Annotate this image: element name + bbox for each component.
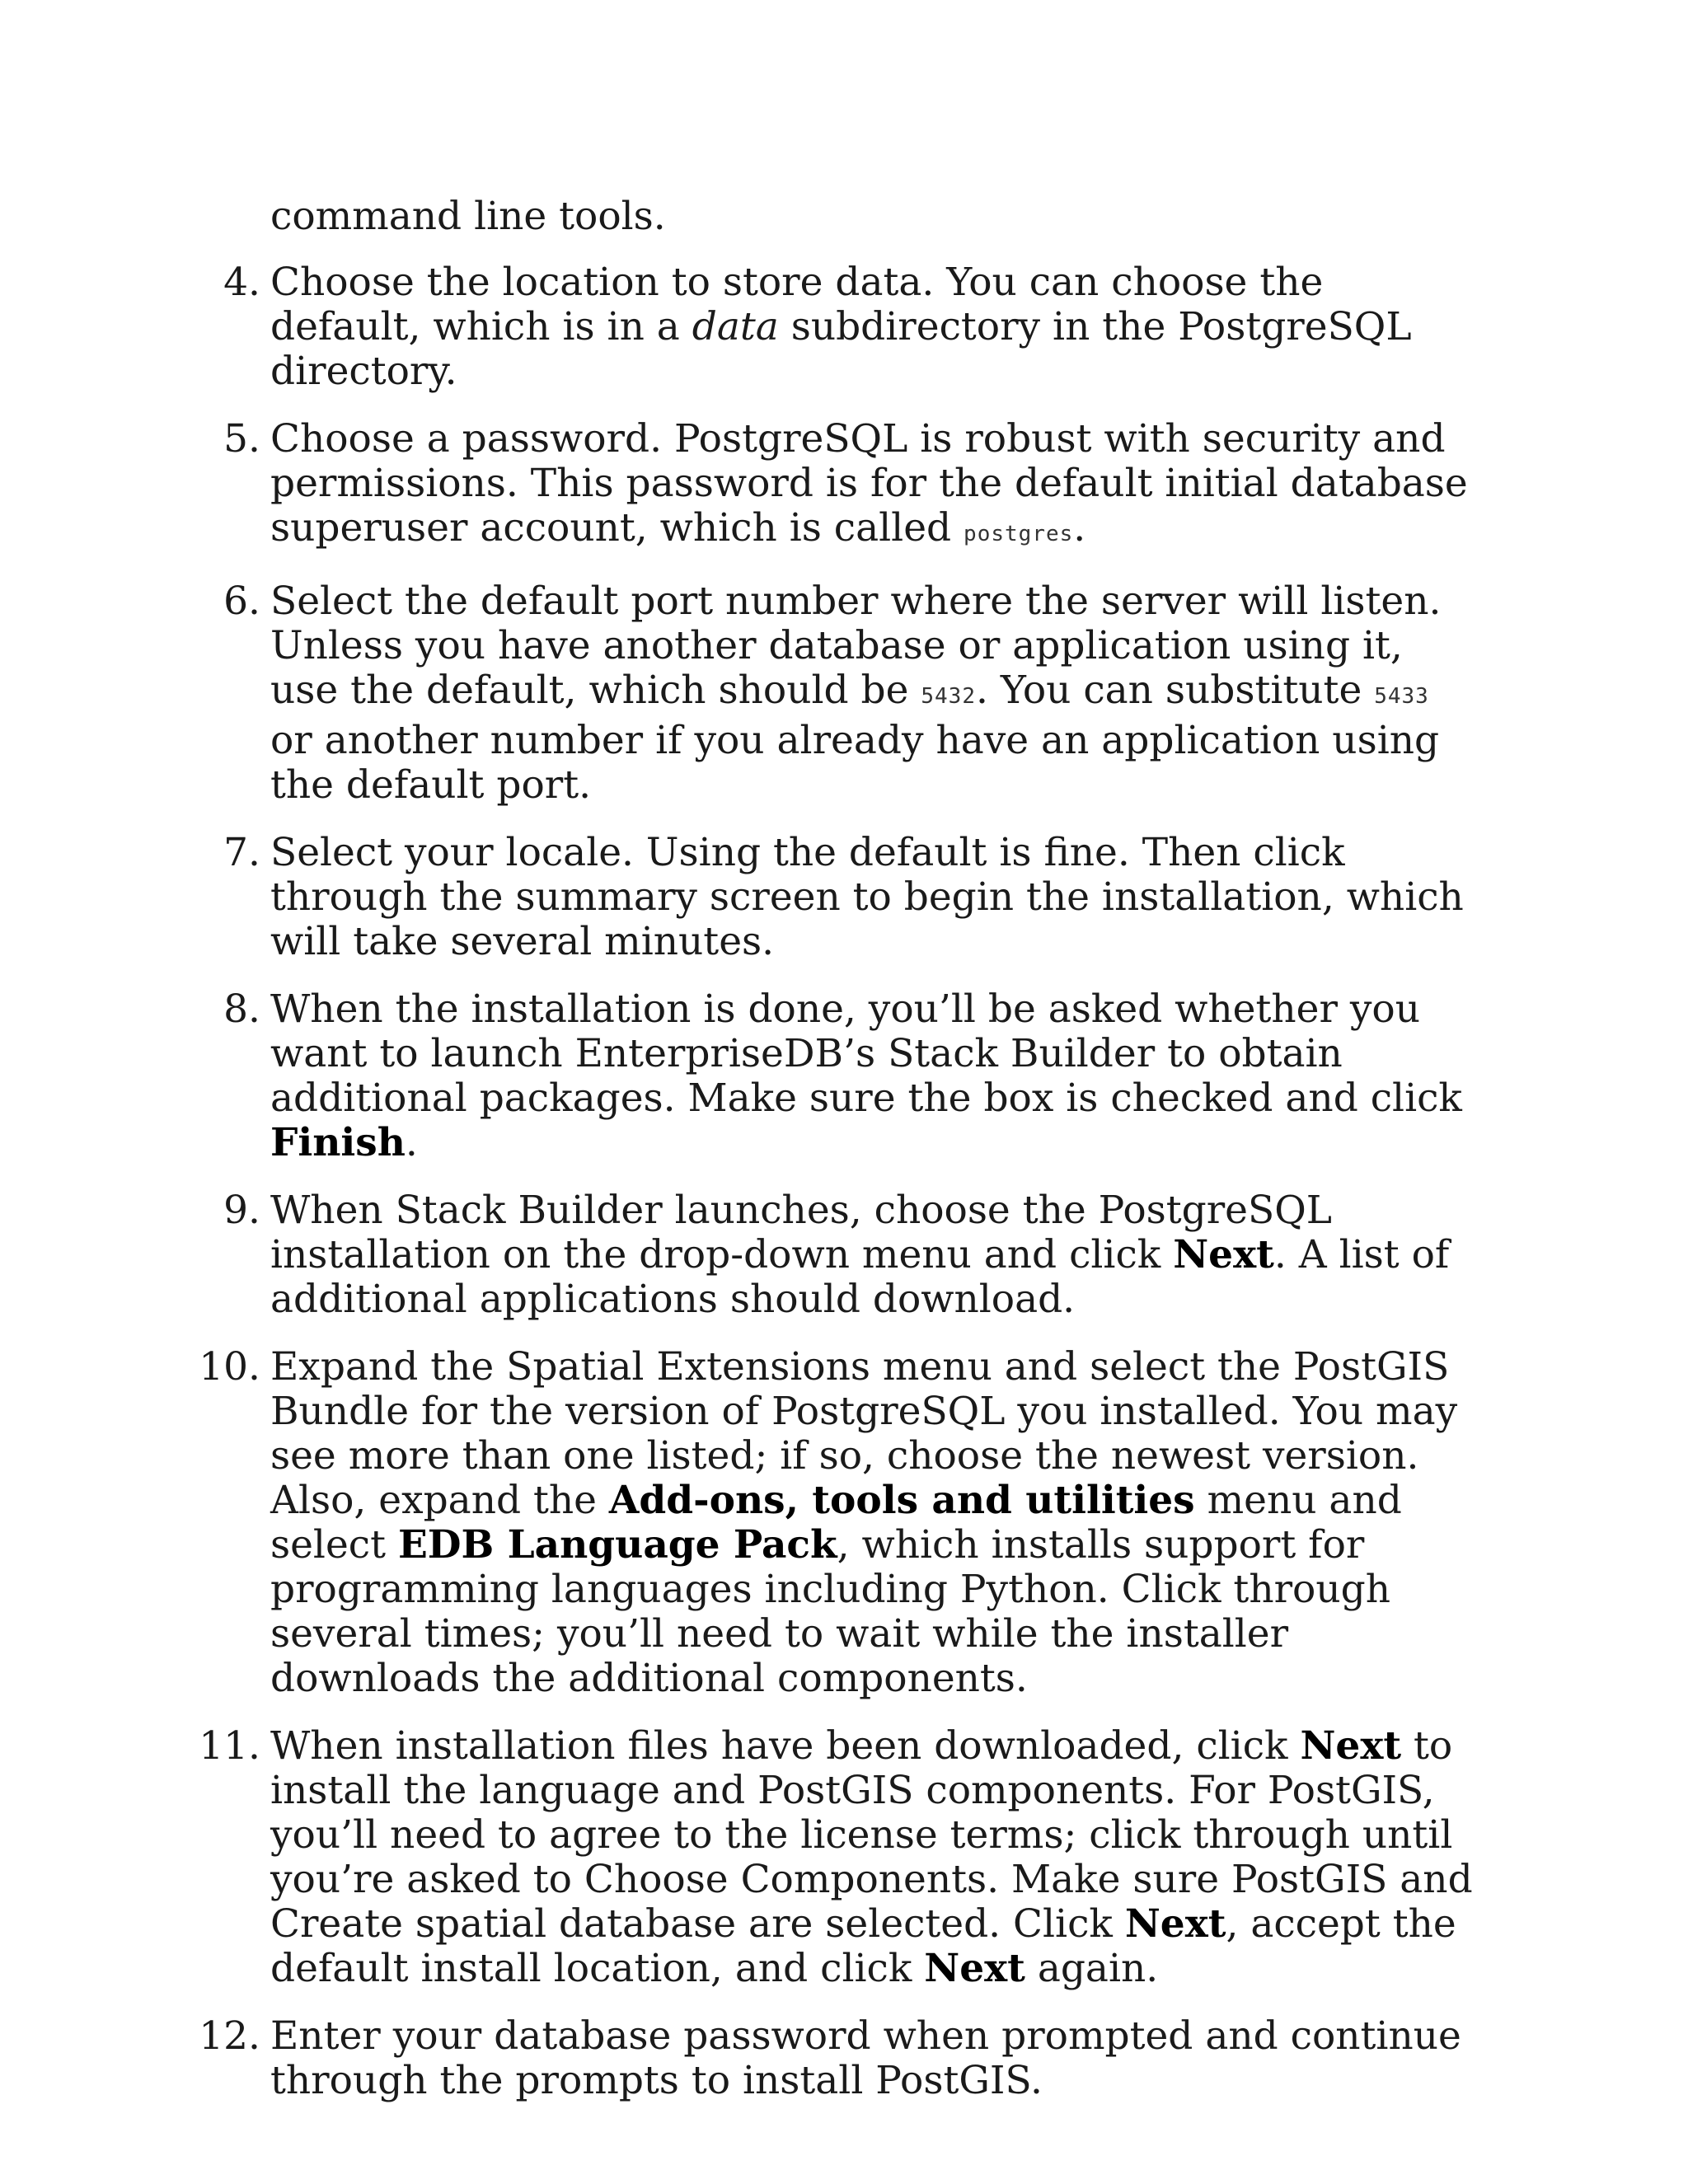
list-item xyxy=(0,987,1474,1165)
list-item xyxy=(0,417,1474,556)
step-number: 10. xyxy=(199,1344,260,1390)
bold-term: Next xyxy=(1124,1901,1226,1947)
text-run: again. xyxy=(1025,1946,1159,1991)
text-run: , accept the default install location, and click xyxy=(270,1901,1456,1991)
list-item xyxy=(0,2014,1474,2103)
step-text xyxy=(270,579,1441,808)
text-run: When the installation is done, you’ll be asked whether you want to launch EnterpriseDB’s Stack Builder to obtain additional packages. Make sure the box is checked and click xyxy=(270,987,1462,1121)
bold-term: Next xyxy=(1173,1232,1274,1277)
text-run: . xyxy=(405,1120,418,1165)
text-run: . A list of additional applications should download. xyxy=(270,1232,1450,1322)
text-run: Choose a password. PostgreSQL is robust with security and permissions. This password is for the default initial database superuser account, which is called xyxy=(270,416,1468,551)
list-item xyxy=(0,260,1474,394)
bold-term: Add-ons, tools and utilities xyxy=(608,1478,1195,1523)
step-text xyxy=(270,1723,1473,1991)
step-number: 11. xyxy=(199,1723,260,1769)
text-run: Choose the location to store data. You can choose the default, which is in a xyxy=(270,260,1324,349)
text-run: When installation files have been downloaded, click xyxy=(270,1723,1301,1769)
step-text xyxy=(270,830,1464,964)
text-run: subdirectory in the PostgreSQL directory. xyxy=(270,304,1412,394)
text-run: Select your locale. Using the default is fine. Then click through the summary screen to begin the installation, which will take several minutes. xyxy=(270,830,1464,964)
code-literal: 5433 xyxy=(1374,684,1429,709)
step-text xyxy=(270,2013,1461,2103)
step-text xyxy=(270,987,1462,1165)
bold-term: Next xyxy=(924,1946,1025,1991)
text-run: . xyxy=(1073,505,1086,551)
step-number: 5. xyxy=(223,416,260,462)
text-run: Select the default port number where the server will listen. Unless you have another database or application using it, use the default, which should be xyxy=(270,579,1442,713)
installation-steps-list xyxy=(0,260,1688,2126)
step-text xyxy=(270,260,1412,394)
list-item xyxy=(0,579,1474,808)
step-text xyxy=(270,1188,1449,1322)
text-run: to install the language and PostGIS components. For PostGIS, you’ll need to agree to the license terms; click through until you’re asked to Choose Components. Make sure PostGIS and Create spatial database are selected. Click xyxy=(270,1723,1473,1947)
step-number: 12. xyxy=(199,2013,260,2059)
step-number: 8. xyxy=(223,987,260,1032)
list-item xyxy=(0,831,1474,964)
continued-step-text: command line tools. xyxy=(270,194,666,239)
text-run: When Stack Builder launches, choose the PostgreSQL installation on the drop-down menu and click xyxy=(270,1188,1332,1277)
step-number: 9. xyxy=(223,1188,260,1233)
text-run: or another number if you already have an application using the default port. xyxy=(270,718,1440,808)
list-item xyxy=(0,1188,1474,1322)
step-text xyxy=(270,416,1468,551)
step-number: 7. xyxy=(223,830,260,875)
text-run: Enter your database password when prompted and continue through the prompts to install PostGIS. xyxy=(270,2013,1461,2103)
italic-term: data xyxy=(692,304,779,349)
step-number: 4. xyxy=(223,260,260,305)
list-item xyxy=(0,1345,1474,1701)
step-number: 6. xyxy=(223,579,260,624)
bold-term: EDB Language Pack xyxy=(397,1522,837,1568)
step-text xyxy=(270,1344,1457,1701)
text-run: . You can substitute xyxy=(976,668,1375,713)
bold-term: Next xyxy=(1300,1723,1402,1769)
bold-term: Finish xyxy=(270,1120,406,1165)
text-run: menu and select xyxy=(270,1478,1402,1568)
code-literal: 5432 xyxy=(921,684,976,709)
text-run: , which installs support for programming languages including Python. Click through several times; you’ll need to wait while the installer downloads the additional components. xyxy=(270,1522,1390,1701)
text-run: Expand the Spatial Extensions menu and select the PostGIS Bundle for the version of PostgreSQL you installed. You may see more than one listed; if so, choose the newest version. Also, expand the xyxy=(270,1344,1458,1523)
list-item xyxy=(0,1724,1474,1991)
code-literal: postgres xyxy=(964,522,1074,546)
